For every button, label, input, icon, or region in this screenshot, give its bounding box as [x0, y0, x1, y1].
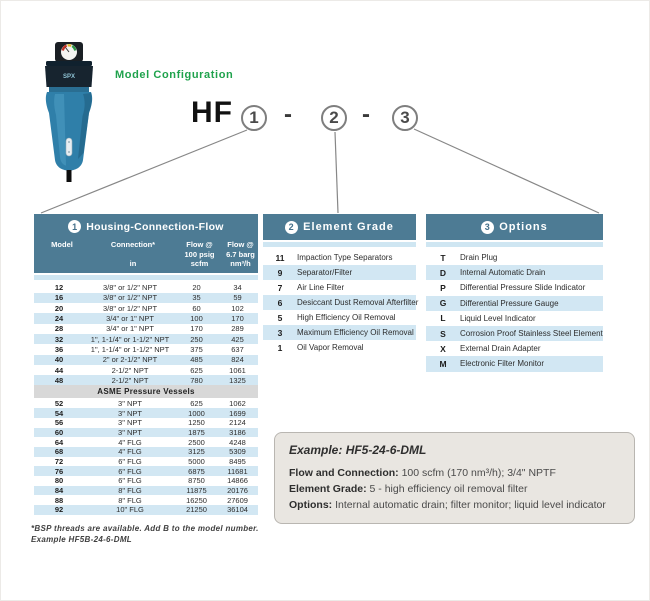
flow-nm3h-cell: 824: [231, 355, 244, 365]
example-title: Example: HF5-24-6-DML: [289, 443, 427, 457]
connection-cell: 3" NPT: [118, 408, 142, 418]
options-title: [481, 221, 548, 234]
list-item: [263, 250, 416, 265]
flow-scfm-cell: 5000: [188, 456, 205, 466]
connection-cell: 1", 1-1/4" or 1-1/2" NPT: [90, 344, 170, 354]
connection-cell: 6" FLG: [118, 476, 142, 486]
list-item: [263, 295, 419, 310]
flow-nm3h-cell: 170: [231, 314, 244, 324]
flow-scfm-cell: 1000: [188, 408, 205, 418]
flow-nm3h-cell: 3186: [229, 427, 246, 437]
housing-column-subheaders-2: [37, 259, 255, 269]
code-cell: S: [440, 328, 446, 339]
flow-scfm-cell: 485: [190, 355, 203, 365]
flow-scfm-cell: 35: [192, 293, 201, 303]
label-cell: Maximum Efficiency Oil Removal: [297, 328, 414, 337]
model-cell: 40: [54, 355, 64, 365]
connection-cell: 3/8" or 1/2" NPT: [102, 283, 158, 293]
label-cell: Separator/Filter: [297, 268, 353, 277]
list-item: [263, 310, 416, 325]
label-cell: Oil Vapor Removal: [297, 343, 364, 352]
model-cell: 84: [54, 486, 64, 495]
list-item: [426, 326, 603, 341]
brand-label: SPX: [62, 74, 76, 80]
label-cell: Drain Plug: [460, 253, 498, 263]
element-grade-title: [285, 221, 394, 234]
flow-scfm-cell: 6875: [188, 466, 205, 476]
table-row: [34, 476, 258, 486]
table-row: [34, 437, 258, 447]
filter-product-image: [31, 41, 107, 189]
flow-nm3h-cell: 11681: [227, 466, 248, 476]
flow-nm3h-cell: 20176: [227, 486, 248, 495]
label-cell: Liquid Level Indicator: [460, 313, 536, 323]
options-header: [426, 214, 603, 240]
model-cell: 76: [54, 466, 64, 476]
code-cell: L: [440, 313, 446, 324]
table-row: [34, 334, 258, 344]
footnote-line-2: Example HF5B-24-6-DML: [31, 535, 132, 545]
connection-cell: 6" FLG: [118, 456, 142, 466]
connector-line-2: [335, 132, 338, 213]
flow-value: 100 scfm (170 nm³/h); 3/4" NPTF: [401, 467, 556, 479]
code-cell: G: [439, 298, 447, 309]
options-label: Options:: [289, 498, 333, 511]
header-separator-strip: [263, 242, 416, 247]
slot-circle-3: 3: [392, 105, 418, 131]
header-separator-strip: [426, 242, 603, 247]
example-box: [274, 432, 635, 524]
flow-scfm-cell: 11875: [186, 486, 207, 495]
model-cell: 32: [54, 334, 64, 344]
code-cell: X: [440, 343, 446, 354]
separator-dash: -: [362, 101, 370, 128]
example-flow-line: [289, 466, 620, 482]
connection-cell: 3/4" or 1" NPT: [106, 324, 154, 334]
options-title-text: Options: [499, 221, 548, 233]
connection-cell: 4" FLG: [118, 437, 142, 447]
options-table: [426, 214, 603, 372]
element-grade-table: [263, 214, 419, 355]
bsp-footnote: [31, 523, 259, 545]
table-row: [34, 313, 258, 323]
connection-cell: 8" FLG: [118, 486, 142, 495]
model-cell: 92: [54, 505, 64, 515]
flow-scfm-cell: 250: [190, 334, 203, 344]
code-cell: 11: [275, 252, 285, 263]
example-options-line: [289, 498, 620, 514]
number-3-badge: 3: [481, 221, 494, 234]
flow-nm3h-cell: 102: [231, 303, 244, 313]
sight-glass-dot: [68, 141, 70, 143]
flow-scfm-cell: 16250: [186, 495, 207, 505]
label-cell: Desiccant Dust Removal Afterfilter: [297, 298, 419, 307]
drain-stem: [67, 170, 72, 182]
element-grade-title-text: Element Grade: [303, 221, 394, 233]
flow-scfm-cell: 170: [190, 324, 203, 334]
header-separator-strip: [34, 275, 258, 280]
asme-section-band: ASME Pressure Vessels: [34, 385, 258, 398]
flow-nm3h-cell: 1699: [229, 408, 246, 418]
table-row: [34, 355, 258, 365]
flow-label: Flow and Connection:: [289, 467, 399, 479]
table-row: [34, 365, 258, 375]
model-prefix: HF: [191, 96, 233, 129]
model-cell: 52: [54, 398, 64, 408]
list-item: [426, 356, 603, 371]
flow-nm3h-cell: 1325: [229, 375, 246, 385]
code-cell: M: [439, 358, 447, 369]
cap-flange: [46, 61, 92, 66]
table-row: [34, 303, 258, 313]
list-item: [263, 340, 416, 355]
code-cell: P: [440, 282, 446, 293]
connection-cell: 1", 1-1/4" or 1-1/2" NPT: [90, 334, 170, 344]
code-cell: 9: [277, 267, 283, 278]
model-cell: 60: [54, 427, 64, 437]
model-cell: 88: [54, 495, 64, 505]
flow-scfm-cell: 60: [192, 303, 201, 313]
flow-nm3h-cell: 1062: [229, 398, 246, 408]
flow-scfm-cell: 8750: [188, 476, 205, 486]
footnote-line-1: *BSP threads are available. Add B to the model number.: [31, 524, 259, 533]
col-flow-psig-sub2: scfm: [190, 259, 209, 268]
label-cell: Electronic Filter Monitor: [460, 359, 545, 369]
table-row: [34, 457, 258, 467]
table-row: [34, 486, 258, 496]
neck-ring: [49, 87, 89, 92]
flow-nm3h-cell: 59: [233, 293, 242, 303]
code-cell: D: [439, 267, 447, 278]
code-cell: 1: [277, 342, 283, 353]
sight-glass: [66, 138, 72, 156]
sight-glass-dot: [68, 151, 70, 153]
col-flow-psig: Flow @: [186, 240, 213, 249]
connection-cell: 3" NPT: [118, 398, 142, 408]
number-2-badge: 2: [285, 221, 298, 234]
list-item: [263, 325, 416, 340]
flow-nm3h-cell: 8495: [229, 456, 246, 466]
list-item: [426, 341, 603, 356]
code-cell: T: [440, 252, 446, 263]
number-1-badge: 1: [68, 220, 81, 233]
label-cell: Internal Automatic Drain: [460, 268, 546, 278]
flow-nm3h-cell: 4248: [229, 437, 246, 447]
connection-cell: 2-1/2" NPT: [111, 365, 149, 375]
flow-nm3h-cell: 14866: [227, 476, 248, 486]
label-cell: External Drain Adapter: [460, 344, 541, 354]
label-cell: Air Line Filter: [297, 283, 345, 292]
model-cell: 28: [54, 324, 64, 334]
flow-nm3h-cell: 36104: [227, 505, 248, 515]
table-row: [34, 293, 258, 303]
table-row: [34, 398, 258, 408]
flow-nm3h-cell: 1061: [229, 365, 246, 375]
page-title: Model Configuration: [115, 69, 234, 81]
list-item: [426, 250, 603, 265]
grade-value: 5 - high efficiency oil removal filter: [369, 482, 528, 495]
options-value: Internal automatic drain; filter monitor; liquid level indicator: [335, 498, 606, 511]
list-item: [263, 265, 416, 280]
connection-cell: 10" FLG: [116, 505, 144, 515]
model-cell: 56: [54, 418, 64, 428]
col-flow-barg: Flow @: [227, 240, 254, 249]
col-flow-barg-sub2: nm³/h: [230, 259, 251, 268]
housing-title-text: Housing-Connection-Flow: [86, 220, 224, 233]
flow-nm3h-cell: 34: [233, 283, 242, 293]
flow-scfm-cell: 1875: [188, 427, 205, 437]
flow-scfm-cell: 780: [190, 375, 203, 385]
housing-table-header: [34, 214, 258, 273]
flow-scfm-cell: 375: [190, 344, 203, 354]
flow-scfm-cell: 625: [190, 365, 203, 375]
table-row: [34, 495, 258, 505]
model-cell: 64: [54, 437, 64, 447]
table-row: [34, 418, 258, 428]
label-cell: Corrosion Proof Stainless Steel Element: [460, 329, 603, 339]
col-flow-barg-sub1: 6.7 barg: [226, 249, 255, 259]
label-cell: Differential Pressure Gauge: [460, 298, 559, 308]
col-connection-sub: in: [129, 259, 137, 268]
table-row: [34, 505, 258, 515]
col-connection: Connection*: [110, 240, 156, 249]
table-row: [34, 447, 258, 457]
table-row: [34, 428, 258, 438]
options-body: [426, 250, 603, 372]
connection-cell: 2-1/2" NPT: [111, 375, 149, 385]
flow-nm3h-cell: 2124: [229, 418, 246, 428]
flow-nm3h-cell: 289: [231, 324, 244, 334]
flow-nm3h-cell: 425: [231, 334, 244, 344]
flow-scfm-cell: 21250: [186, 505, 207, 515]
model-cell: 20: [54, 303, 64, 313]
housing-connection-flow-table: [34, 214, 258, 515]
col-model: Model: [51, 240, 73, 249]
connection-cell: 3/8" or 1/2" NPT: [102, 293, 158, 303]
model-cell: 48: [54, 375, 64, 385]
table-row: [34, 375, 258, 385]
connection-cell: 2" or 2-1/2" NPT: [102, 355, 158, 365]
code-cell: 7: [277, 282, 283, 293]
code-cell: 3: [277, 327, 283, 338]
table-row: [34, 344, 258, 354]
table-row: [34, 466, 258, 476]
connector-line-3: [414, 129, 599, 213]
connection-cell: 8" FLG: [118, 495, 142, 505]
connection-cell: 3/8" or 1/2" NPT: [102, 303, 158, 313]
housing-table-body: [34, 283, 258, 386]
housing-table-title: [37, 220, 255, 233]
separator-dash: -: [284, 101, 292, 128]
flow-scfm-cell: 1250: [188, 418, 205, 428]
list-item: [426, 265, 603, 280]
connection-cell: 4" FLG: [118, 447, 142, 457]
list-item: [426, 311, 603, 326]
asme-table-body: [34, 398, 258, 514]
slot-circle-1: 1: [241, 105, 267, 131]
flow-scfm-cell: 3125: [188, 447, 205, 457]
label-cell: High Efficiency Oil Removal: [297, 313, 396, 322]
slot-circle-2: 2: [321, 105, 347, 131]
model-cell: 16: [54, 293, 64, 303]
col-flow-psig-sub1: 100 psig: [184, 249, 215, 259]
flow-nm3h-cell: 27609: [227, 495, 248, 505]
code-cell: 5: [277, 312, 283, 323]
flow-scfm-cell: 20: [192, 283, 201, 293]
model-cell: 54: [54, 408, 64, 418]
connection-cell: 3" NPT: [118, 427, 142, 437]
flow-scfm-cell: 625: [190, 398, 203, 408]
flow-nm3h-cell: 5309: [229, 447, 246, 457]
model-cell: 72: [54, 456, 64, 466]
code-cell: 6: [277, 297, 283, 308]
list-item: [263, 280, 416, 295]
model-cell: 80: [54, 476, 64, 486]
connection-cell: 3/4" or 1" NPT: [106, 314, 154, 324]
label-cell: Differential Pressure Slide Indicator: [460, 283, 586, 293]
model-cell: 44: [54, 365, 64, 375]
table-row: [34, 324, 258, 334]
table-row: [34, 283, 258, 293]
model-cell: 68: [54, 447, 64, 457]
flow-nm3h-cell: 637: [231, 344, 244, 354]
model-cell: 24: [54, 314, 64, 324]
example-grade-line: [289, 482, 620, 498]
flow-scfm-cell: 2500: [188, 437, 205, 447]
housing-column-subheaders-1: [37, 250, 255, 260]
list-item: [426, 280, 603, 295]
grade-label: Element Grade:: [289, 482, 367, 495]
connection-cell: 3" NPT: [118, 418, 142, 428]
element-grade-header: [263, 214, 416, 240]
list-item: [426, 296, 603, 311]
model-cell: 12: [54, 283, 64, 293]
model-cell: 36: [54, 344, 64, 354]
table-row: [34, 408, 258, 418]
housing-column-headers: [37, 240, 255, 250]
flow-scfm-cell: 100: [190, 314, 203, 324]
label-cell: Impaction Type Separators: [297, 253, 393, 262]
element-grade-body: [263, 250, 419, 355]
connection-cell: 6" FLG: [118, 466, 142, 476]
